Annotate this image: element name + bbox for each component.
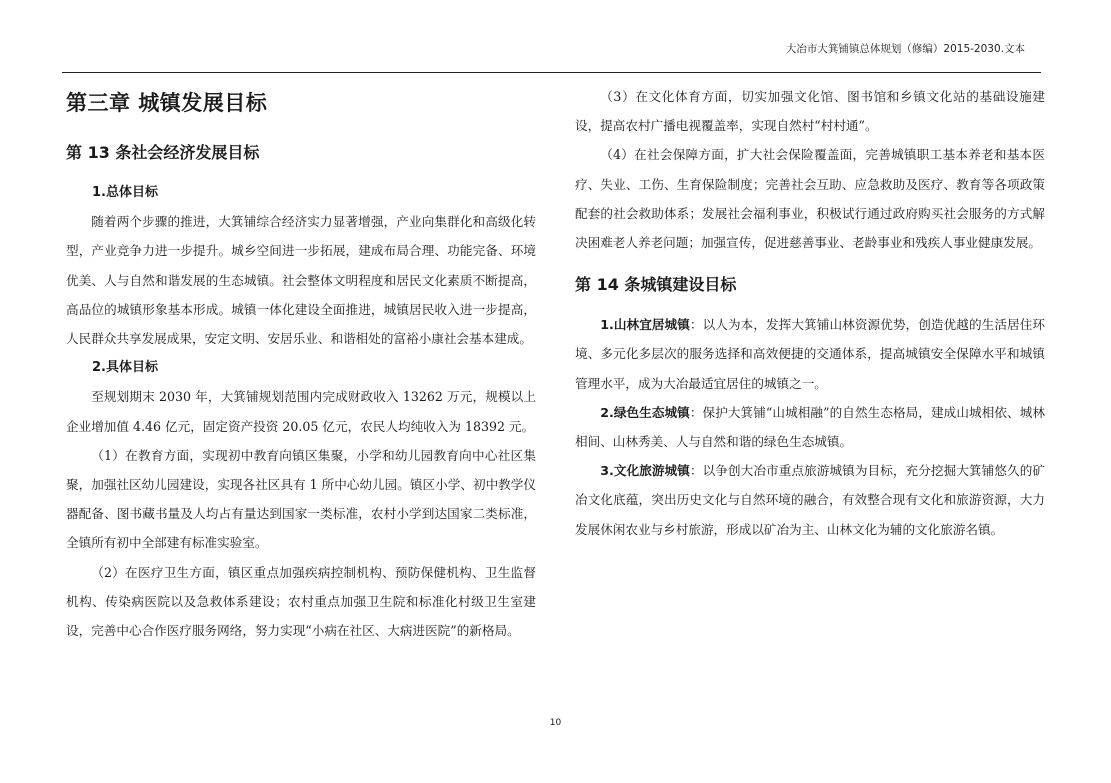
green-ecology-label: 2.绿色生态城镇 bbox=[600, 404, 690, 420]
mountain-livable-item bbox=[575, 310, 1045, 398]
green-ecology-text: ：保护大箕铺“山城相融”的自然生态格局，建成山城相依、城林相间、山林秀美、人与自然和谐的绿色生态城镇。 bbox=[575, 404, 1045, 450]
overall-goal-heading: 1.总体目标 bbox=[92, 185, 158, 200]
culture-sports-paragraph: （3）在文化体育方面，切实加强文化馆、图书馆和乡镇文化站的基础设施建设，提高农村广播电视覆盖率，实现自然村“村村通”。 bbox=[575, 89, 1045, 134]
social-security-paragraph: （4）在社会保障方面，扩大社会保险覆盖面，完善城镇职工基本养老和基本医疗、失业、工伤、生育保险制度；完善社会互助、应急救助及医疗、教育等各项政策配套的社会救助体系；发展社会福利事业，积极试行通过政府购买社会服务的方式解决困难老人养老问题；加强宣传，促进慈善事业、老龄事业和残疾人事业健康发展。 bbox=[575, 147, 1045, 251]
culture-tourism-text: ：以争创大冶市重点旅游城镇为目标，充分挖掘大箕铺悠久的矿冶文化底蕴，突出历史文化与自然环境的融合，有效整合现有文化和旅游资源，大力发展休闲农业与乡村旅游，形成以矿冶为主、山林文化为辅的文化旅游名镇。 bbox=[575, 463, 1045, 537]
mountain-livable-label: 1.山林宜居城镇 bbox=[600, 317, 690, 333]
healthcare-paragraph: （2）在医疗卫生方面，镇区重点加强疾病控制机构、预防保健机构、卫生监督机构、传染病医院以及急救体系建设；农村重点加强卫生院和标准化村级卫生室建设，完善中心合作医疗服务网络，努力实现“小病在社区、大病进医院”的新格局。 bbox=[66, 564, 536, 639]
page-header: 大冶市大箕铺镇总体规划（修编）2015-2030.文本 bbox=[785, 43, 1025, 55]
specific-goal-paragraph: 至规划期末 2030 年，大箕铺规划范围内完成财政收入 13262 万元，规模以上企业增加值 4.46 亿元，固定资产投资 20.05 亿元，农民人均纯收入为 18392 元。 bbox=[66, 389, 536, 434]
left-column bbox=[66, 82, 536, 645]
article-13-title: 第 13 条社会经济发展目标 bbox=[66, 143, 260, 162]
right-column bbox=[575, 82, 1045, 544]
article-14-title: 第 14 条城镇建设目标 bbox=[575, 275, 737, 295]
page-number: 10 bbox=[549, 718, 562, 728]
header-rule bbox=[62, 72, 1041, 73]
mountain-livable-text: ：以人为本，发挥大箕铺山林资源优势，创造优越的生活居住环境、多元化多层次的服务选择和高效便捷的交通体系，提高城镇安全保障水平和城镇管理水平，成为大冶最适宜居住的城镇之一。 bbox=[575, 317, 1045, 391]
green-ecology-item bbox=[575, 398, 1045, 456]
culture-tourism-item bbox=[575, 456, 1045, 544]
chapter-title: 第三章 城镇发展目标 bbox=[66, 91, 268, 115]
education-paragraph: （1）在教育方面，实现初中教育向镇区集聚，小学和幼儿园教育向中心社区集聚，加强社区幼儿园建设，实现各社区具有 1 所中心幼儿园。镇区小学、初中教学仪器配备、图书藏书量及人均占有量达到国家一类标准，农村小学到达国家二类标准，全镇所有初中全部建有标准实验室。 bbox=[66, 447, 536, 551]
culture-tourism-label: 3.文化旅游城镇 bbox=[600, 463, 690, 479]
specific-goal-heading: 2.具体目标 bbox=[92, 360, 158, 376]
overall-goal-paragraph: 随着两个步骤的推进，大箕铺综合经济实力显著增强，产业向集群化和高级化转型，产业竞争力进一步提升。城乡空间进一步拓展，建成布局合理、功能完备、环境优美、人与自然和谐发展的生态城镇。社会整体文明程度和居民文化素质不断提高，高品位的城镇形象基本形成。城镇一体化建设全面推进，城镇居民收入进一步提高，人民群众共享发展成果，安定文明、安居乐业、和谐相处的富裕小康社会基本建成。 bbox=[66, 214, 536, 347]
